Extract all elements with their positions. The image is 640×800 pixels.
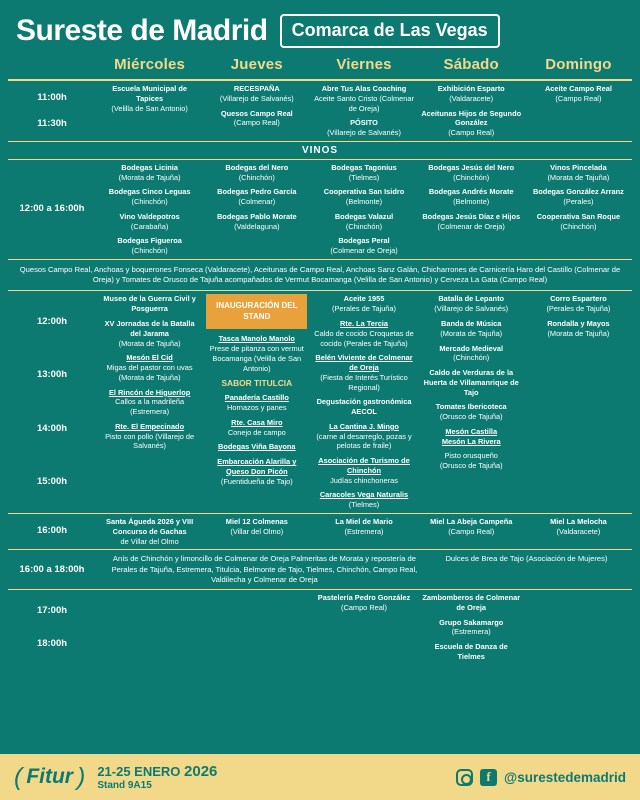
time-labels [8, 81, 96, 141]
schedule-band-miel [8, 514, 632, 550]
event-title: Rte. Casa Miro [231, 417, 283, 427]
event-item [313, 422, 414, 451]
time-label: 16:00h [36, 525, 68, 537]
event-item [313, 212, 414, 232]
schedule-grid [0, 81, 640, 754]
event-item [206, 517, 307, 537]
event-title: Bodegas Tagonius [331, 162, 397, 172]
event-item [206, 212, 307, 232]
event-title: Rte. La Tercia [340, 318, 388, 328]
day-header-miercoles: Miércoles [114, 56, 186, 73]
cell-jueves [203, 291, 310, 513]
event-item [421, 84, 522, 104]
event-location: Migas del pastor con uvas (Morata de Tajuña) [106, 363, 193, 382]
event-title: Bodegas Licinia [121, 162, 178, 172]
event-location: (Morata de Tajuña) [547, 172, 610, 182]
event-item [99, 353, 200, 382]
schedule-band-dulces [8, 550, 632, 590]
event-title: Bodegas González Arranz [532, 187, 624, 197]
year-label: 2026 [184, 762, 218, 780]
time-label: 17:00h [36, 604, 68, 616]
event-title: PÓSITO [350, 118, 378, 128]
event-item [206, 334, 307, 373]
event-location: (Chinchón) [453, 353, 490, 363]
event-title: Aceitunas Hijos de Segundo González [421, 108, 522, 128]
event-title: Mesón El Cid [126, 353, 173, 363]
event-location: (carne al desarreglo, pozas y pelotas de fraile) [316, 431, 412, 451]
event-location: Caldo de cocido Croquetas de cocido (Perales de Tajuña) [314, 328, 414, 348]
event-location: (Villarejo de Salvanés) [219, 93, 294, 103]
event-item [528, 517, 629, 537]
event-item [421, 427, 522, 447]
event-title: Bodegas Pablo Morate [216, 211, 297, 221]
event-detail: Pisto orusqueño [444, 451, 498, 461]
cell-domingo [525, 160, 632, 259]
time-labels [8, 160, 96, 259]
event-title: Grupo Sakamargo [439, 617, 504, 627]
cell-sabado [418, 590, 525, 665]
inauguration-banner: INAUGURACIÓN DEL STAND [206, 294, 307, 329]
time-label: 12:00h [36, 315, 68, 327]
event-location: (Perales de Tajuña) [546, 304, 611, 314]
event-title: Miel La Melocha [550, 517, 607, 526]
event-item [421, 109, 522, 138]
event-item [421, 187, 522, 207]
time-label: 14:00h [36, 422, 68, 434]
cell-miercoles [96, 81, 203, 141]
event-item [313, 490, 414, 510]
event-location: (Villar del Olmo) [230, 526, 284, 536]
event-item [421, 451, 522, 471]
event-location: (Perales) [563, 197, 594, 207]
event-location: (Chinchón) [453, 172, 490, 182]
event-item [313, 319, 414, 348]
cell-jueves [203, 590, 310, 665]
fitur-label: Fitur [26, 765, 73, 788]
event-title: Rondalla y Mayos [547, 318, 610, 328]
event-title: Miel La Abeja Campeña [430, 517, 513, 526]
cell-sabado [418, 160, 525, 259]
event-title: Escuela Municipal de Tapices [112, 84, 187, 103]
subtitle-badge: Comarca de Las Vegas [280, 14, 500, 48]
event-item [313, 397, 414, 417]
event-location: Hornazos y panes [227, 403, 287, 413]
event-item [313, 517, 414, 537]
event-title: Degustación gastronómica AECOL [316, 397, 412, 417]
event-item [421, 294, 522, 314]
event-item [206, 393, 307, 413]
event-title: Santa Águeda 2026 y VIII Concurso de Gachas [106, 517, 194, 536]
event-item [528, 187, 629, 207]
event-location: (Campo Real) [555, 93, 602, 103]
event-location: (Fuentidueña de Tajo) [220, 476, 293, 486]
event-location: (Velilla de San Antonio) [111, 103, 188, 113]
cell-sabado [418, 291, 525, 513]
day-header-domingo: Domingo [545, 56, 612, 73]
time-label: 15:00h [36, 476, 68, 488]
event-title: Vinos Pincelada [550, 162, 607, 172]
event-item [206, 84, 307, 104]
event-item [528, 212, 629, 232]
cell-viernes [310, 81, 417, 141]
event-item [206, 418, 307, 438]
event-title: Bodegas Pedro García [217, 187, 297, 197]
event-location: (Tielmes) [348, 500, 380, 510]
cell-domingo [525, 590, 632, 665]
fitur-logo [14, 763, 85, 792]
event-item [421, 368, 522, 397]
event-location: Conejo de campo [227, 427, 286, 437]
time-label: 12:00 a 16:00h [19, 203, 85, 215]
event-item [528, 163, 629, 183]
event-item [421, 642, 522, 662]
event-location: de Villar del Olmo [120, 536, 179, 546]
event-item [206, 442, 307, 452]
event-item [99, 294, 200, 314]
event-item [313, 294, 414, 314]
event-item [99, 422, 200, 451]
event-location: (Orusco de Tajuña) [439, 461, 503, 471]
event-location: (Chinchón) [131, 246, 168, 256]
event-title: Tomates Ibericoteca [435, 402, 507, 412]
event-location: (Colmenar de Oreja) [437, 221, 505, 231]
event-location: (Tielmes) [348, 172, 380, 182]
cell-domingo [525, 514, 632, 549]
event-item [313, 456, 414, 485]
event-title: Pastelería Pedro González [317, 593, 411, 603]
event-item [313, 353, 414, 392]
event-item [206, 163, 307, 183]
event-location: (Chinchón) [345, 221, 383, 231]
event-item [206, 187, 307, 207]
event-item [421, 618, 522, 638]
event-item [421, 163, 522, 183]
event-location: (Orusco de Tajuña) [439, 412, 503, 422]
event-item [313, 236, 414, 256]
cell-viernes [310, 160, 417, 259]
cell-viernes [310, 514, 417, 549]
event-location: (Carabaña) [130, 221, 169, 231]
event-title: Bodegas Peral [338, 236, 390, 246]
event-dates [97, 763, 217, 792]
event-title: Caldo de Verduras de la Huerta de Villamanrique de Tajo [423, 368, 519, 397]
event-location: Judías chinchoneras [330, 475, 398, 485]
event-item [421, 402, 522, 422]
event-title: Corro Espartero [550, 294, 607, 304]
event-title: RECESPAÑA [233, 84, 280, 93]
cell-jueves [203, 514, 310, 549]
facebook-icon[interactable]: f [480, 769, 497, 786]
event-location: (Villarejo de Salvanés) [327, 128, 401, 138]
event-title: Abre Tus Alas Coaching [321, 84, 407, 93]
event-title: Bodegas Cinco Leguas [108, 187, 191, 197]
cell-sabado [418, 514, 525, 549]
event-title: Rte. El Empecinado [115, 421, 185, 431]
dulces-note-left: Anís de Chinchón y limoncillo de Colmenar de Oreja Palmeritas de Morata y repostería de Perales de Tajuña, Estremera, Titulcia, Belmonte de Tajo, Tielmes, Chinchón, Campo Real, Valdilecha y Colmenar de Oreja [111, 554, 418, 584]
event-title: Mercado Medieval [439, 343, 504, 353]
event-location: (Valdaracete) [449, 93, 494, 103]
event-title: XV Jornadas de la Batalla del Jarama [104, 318, 195, 338]
event-item [99, 163, 200, 183]
event-title: Museo de la Guerra Civil y Posguerra [103, 294, 196, 314]
event-item [313, 593, 414, 613]
event-title: Batalla de Lepanto [438, 294, 505, 304]
cell-jueves [203, 81, 310, 141]
event-item [99, 236, 200, 256]
day-header-sabado: Sábado [443, 56, 499, 73]
day-header-viernes: Viernes [336, 56, 392, 73]
section-title-vinos: VINOS [8, 142, 632, 160]
time-label: 11:30h [37, 117, 67, 129]
event-title: La Miel de Mario [335, 517, 393, 526]
event-title: Bodegas Jesús del Nero [428, 162, 515, 172]
event-location: (Chinchón) [560, 221, 597, 231]
cell-jueves [203, 160, 310, 259]
event-location: (Belmonte) [453, 197, 490, 207]
event-location: (Colmenar) [238, 197, 276, 207]
poster-header [0, 0, 640, 54]
event-location: Aceite Santo Cristo (Colmenar de Oreja) [314, 93, 414, 113]
event-title: Aceite 1955 [343, 294, 385, 304]
time-label: 16:00 a 18:00h [19, 563, 85, 575]
event-item [421, 344, 522, 364]
event-location: (Campo Real) [233, 118, 280, 128]
event-title: Escuela de Danza de Tielmes [434, 642, 508, 661]
event-location: (Villarejo de Salvanés) [434, 304, 509, 314]
event-title: Bodegas Andrés Morate [428, 187, 514, 197]
page-title: Sureste de Madrid [16, 14, 268, 47]
event-item [99, 388, 200, 417]
event-title: Asociación de Turismo de Chinchón [318, 456, 410, 475]
event-location: (Campo Real) [448, 128, 495, 138]
event-location: (Belmonte) [345, 197, 383, 207]
event-title: La Cantina J. Mingo [329, 421, 399, 431]
cell-miercoles [96, 590, 203, 665]
cell-sabado [418, 81, 525, 141]
cell-miercoles [96, 160, 203, 259]
event-location: (Morata de Tajuña) [118, 338, 181, 348]
tasting-note: Quesos Campo Real, Anchoas y boquerones Fonseca (Valdaracete), Aceitunas de Campo Real, Anchoas Sanz Galán, Chicharrones de Carnicería Haro del Castillo (Colmenar de Oreja) y Tomates de Orusco de Tajuña acompañados de Vermut Bocamanga (Velilla de San Antonio) y Cerveza La Gata (Campo Real) [8, 260, 632, 292]
event-title: Quesos Campo Real [220, 108, 293, 118]
event-item [99, 187, 200, 207]
event-location: (Fiesta de Interés Turístico Regional) [320, 372, 408, 392]
event-title: Embarcación Alarilla y Queso Don Picón [217, 457, 297, 476]
event-title: Bodegas Figueroa [117, 236, 182, 246]
cell-miercoles [96, 291, 203, 513]
event-title: Panadería Castillo [224, 393, 289, 403]
cell-miercoles [96, 514, 203, 549]
event-location: (Valdelaguna) [234, 221, 280, 231]
paren-left: ( [14, 762, 23, 791]
event-item [421, 517, 522, 537]
event-location: (Chinchón) [238, 172, 275, 182]
event-title: Aceite Campo Real [544, 84, 612, 93]
day-header-row [0, 54, 640, 79]
time-labels [8, 550, 96, 589]
event-item [528, 294, 629, 314]
event-location: Callos a la madrileña (Estremera) [115, 397, 185, 417]
event-title: Exhibición Esparto [437, 84, 505, 93]
event-item [313, 84, 414, 113]
event-location: (Morata de Tajuña) [118, 172, 181, 182]
cell-domingo [525, 291, 632, 513]
event-title: Bodegas Jesús Díaz e Hijos [422, 211, 521, 221]
event-location: (Estremera) [451, 627, 491, 637]
event-item [99, 517, 200, 546]
event-item [313, 163, 414, 183]
paren-right: ) [76, 762, 86, 791]
event-title: Cooperativa San Roque [536, 211, 621, 221]
event-title: Mesón Castilla [445, 426, 498, 436]
event-title: Belén Viviente de Colmenar de Oreja [315, 353, 413, 373]
event-title: Zambomberos de Colmenar de Oreja [422, 593, 521, 612]
event-title: Bodegas Viña Bayona [218, 442, 296, 452]
event-title: El Rincón de Higuerlop [108, 387, 191, 397]
event-item [421, 319, 522, 339]
event-item [528, 84, 629, 104]
event-location: (Morata de Tajuña) [547, 328, 610, 338]
poster-footer [0, 754, 640, 800]
event-item [528, 319, 629, 339]
event-item [421, 212, 522, 232]
schedule-band-afternoon [8, 291, 632, 514]
event-item [421, 593, 522, 613]
time-label: 13:00h [36, 369, 68, 381]
instagram-icon[interactable] [456, 769, 473, 786]
stand-label: Stand 9A15 [97, 779, 152, 791]
event-location: (Chinchón) [131, 197, 168, 207]
event-title-2: Mesón La Rivera [441, 436, 501, 446]
schedule-band-morning [8, 81, 632, 142]
event-item [206, 109, 307, 129]
event-title: Bodegas del Nero [225, 162, 289, 172]
time-label: 11:00h [37, 91, 67, 103]
event-item [313, 187, 414, 207]
event-title: Tasca Manolo Manolo [218, 334, 295, 344]
event-item [99, 84, 200, 113]
event-location: (Estremera) [344, 526, 384, 536]
day-header-jueves: Jueves [230, 56, 283, 73]
event-location: (Morata de Tajuña) [440, 328, 503, 338]
dulces-note-right: Dulces de Brea de Tajo (Asociación de Mujeres) [445, 554, 608, 564]
schedule-band-vinos [8, 160, 632, 260]
event-title: Bodegas Valazul [334, 211, 394, 221]
time-labels [8, 514, 96, 549]
event-location: (Colmenar de Oreja) [330, 246, 398, 256]
event-location: Pisto con pollo (Villarejo de Salvanés) [105, 431, 195, 451]
time-label: 18:00h [36, 637, 68, 649]
social-handle[interactable]: @surestedemadrid [504, 769, 626, 785]
event-item [99, 212, 200, 232]
dates-label: 21-25 ENERO [97, 763, 181, 779]
event-title: Caracoles Vega Naturalis [319, 490, 409, 500]
event-location: (Valdaracete) [556, 526, 601, 536]
event-title: Miel 12 Colmenas [225, 517, 288, 526]
cell-domingo [525, 81, 632, 141]
event-item [99, 319, 200, 348]
cell-viernes [310, 590, 417, 665]
social-links [456, 769, 626, 786]
event-item [206, 457, 307, 486]
event-title: Vino Valdepotros [119, 211, 180, 221]
event-location: (Campo Real) [448, 526, 495, 536]
event-title: Cooperativa San Isidro [323, 187, 405, 197]
event-location: (Campo Real) [341, 602, 388, 612]
sabor-titulcia-label: SABOR TITULCIA [221, 378, 293, 389]
time-labels [8, 291, 96, 513]
schedule-band-evening [8, 590, 632, 665]
time-labels [8, 590, 96, 665]
event-title: Banda de Música [441, 318, 502, 328]
cell-viernes [310, 291, 417, 513]
event-item [313, 118, 414, 138]
event-location: Prese de pitanza con vermut Bocamanga (Velilla de San Antonio) [209, 344, 304, 373]
event-location: (Perales de Tajuña) [332, 304, 396, 314]
